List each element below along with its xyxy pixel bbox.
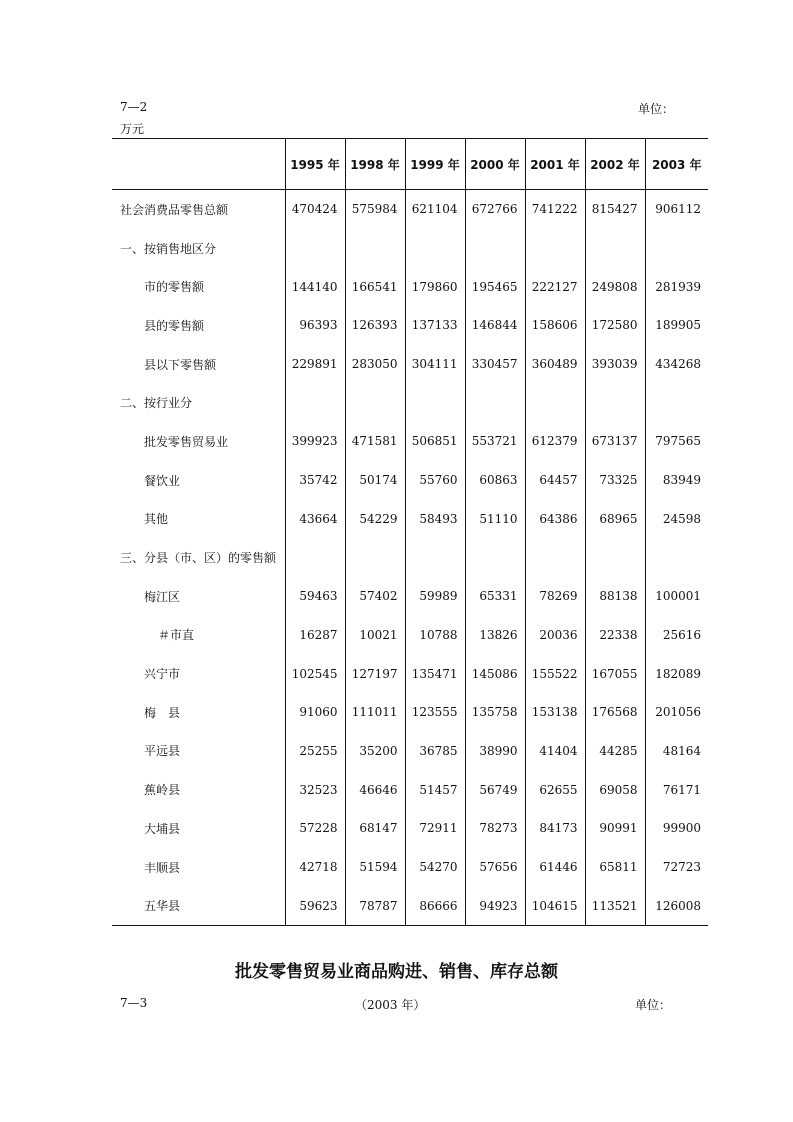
value-cell: 612379 [525,422,585,461]
value-cell: 906112 [645,190,708,229]
value-cell: 50174 [345,461,405,500]
value-cell: 672766 [465,190,525,229]
year-header-cell: 2003 年 [645,139,708,190]
value-cell [645,229,708,268]
value-cell: 90991 [585,809,645,848]
value-cell: 20036 [525,616,585,655]
value-cell: 127197 [345,654,405,693]
value-cell: 815427 [585,190,645,229]
value-cell [585,229,645,268]
value-cell [525,229,585,268]
value-cell: 42718 [285,848,345,887]
year-header-cell: 1995 年 [285,139,345,190]
value-cell [645,538,708,577]
value-cell: 57402 [345,577,405,616]
value-cell: 249808 [585,267,645,306]
value-cell [585,538,645,577]
table-row [112,577,708,616]
value-cell: 24598 [645,500,708,539]
value-cell: 36785 [405,732,465,771]
row-label: 批发零售贸易业 [144,434,229,449]
value-cell: 96393 [285,306,345,345]
row-label: 市的零售额 [144,280,205,295]
row-label: 一、按销售地区分 [120,241,217,256]
value-cell: 741222 [525,190,585,229]
value-cell: 153138 [525,693,585,732]
table2-unit-label: 单位： [635,998,672,1012]
year-header-cell: 1999 年 [405,139,465,190]
value-cell: 179860 [405,267,465,306]
value-cell: 99900 [645,809,708,848]
value-cell: 22338 [585,616,645,655]
value-cell: 25616 [645,616,708,655]
table-row [112,654,708,693]
value-cell: 78787 [345,886,405,925]
value-cell [465,229,525,268]
retail-sales-table [112,138,708,926]
value-cell: 48164 [645,732,708,771]
header-blank-cell [112,139,285,190]
value-cell: 57656 [465,848,525,887]
row-label: 丰顺县 [144,860,181,875]
value-cell: 91060 [285,693,345,732]
value-cell: 470424 [285,190,345,229]
value-cell: 176568 [585,693,645,732]
table2-title: 批发零售贸易业商品购进、销售、库存总额 [235,962,558,982]
value-cell: 222127 [525,267,585,306]
table-code: 7—2 [120,100,148,114]
value-cell: 83949 [645,461,708,500]
value-cell: 113521 [585,886,645,925]
value-cell: 72723 [645,848,708,887]
row-label: ＃市直 [158,628,195,643]
value-cell: 73325 [585,461,645,500]
value-cell: 78269 [525,577,585,616]
value-cell: 51457 [405,770,465,809]
value-cell: 41404 [525,732,585,771]
value-cell [285,538,345,577]
value-cell: 55760 [405,461,465,500]
value-cell: 673137 [585,422,645,461]
row-label: 县的零售额 [144,318,205,333]
value-cell: 553721 [465,422,525,461]
unit-label: 单位： [638,102,675,116]
value-cell [345,383,405,422]
value-cell: 51594 [345,848,405,887]
table-row [112,732,708,771]
value-cell: 51110 [465,500,525,539]
value-cell: 144140 [285,267,345,306]
value-cell: 64457 [525,461,585,500]
row-label: 其他 [144,512,169,527]
value-cell: 94923 [465,886,525,925]
value-cell [285,229,345,268]
table-row [112,267,708,306]
table2-year-note: （2003 年） [355,998,426,1012]
value-cell: 201056 [645,693,708,732]
value-cell: 195465 [465,267,525,306]
value-cell: 172580 [585,306,645,345]
table-row [112,616,708,655]
row-label: 二、按行业分 [120,396,193,411]
value-cell: 10021 [345,616,405,655]
value-cell: 69058 [585,770,645,809]
row-label: 梅 县 [144,705,181,720]
value-cell [405,229,465,268]
table-row [112,306,708,345]
value-cell: 158606 [525,306,585,345]
value-cell: 126008 [645,886,708,925]
table-row [112,770,708,809]
value-cell: 72911 [405,809,465,848]
value-cell: 146844 [465,306,525,345]
value-cell [525,538,585,577]
table-row [112,345,708,384]
value-cell: 59989 [405,577,465,616]
value-cell: 64386 [525,500,585,539]
table-row [112,422,708,461]
value-cell: 68965 [585,500,645,539]
table-row [112,886,708,925]
value-cell: 68147 [345,809,405,848]
value-cell: 59623 [285,886,345,925]
value-cell: 155522 [525,654,585,693]
year-header-cell: 1998 年 [345,139,405,190]
table-body [112,190,708,926]
value-cell: 44285 [585,732,645,771]
value-cell: 104615 [525,886,585,925]
value-cell: 135758 [465,693,525,732]
value-cell [405,538,465,577]
row-label: 兴宁市 [144,667,181,682]
value-cell [345,538,405,577]
row-label: 县以下零售额 [144,357,217,372]
value-cell: 621104 [405,190,465,229]
value-cell: 10788 [405,616,465,655]
value-cell: 25255 [285,732,345,771]
table-header-row [112,139,708,190]
value-cell: 65331 [465,577,525,616]
value-cell: 60863 [465,461,525,500]
value-cell: 166541 [345,267,405,306]
value-cell: 78273 [465,809,525,848]
value-cell: 360489 [525,345,585,384]
value-cell: 126393 [345,306,405,345]
value-cell: 62655 [525,770,585,809]
table2-code: 7—3 [120,996,148,1010]
value-cell: 16287 [285,616,345,655]
value-cell: 58493 [405,500,465,539]
value-cell [465,538,525,577]
row-label: 三、分县（市、区）的零售额 [120,551,277,566]
value-cell: 84173 [525,809,585,848]
value-cell: 283050 [345,345,405,384]
value-cell: 393039 [585,345,645,384]
value-cell: 56749 [465,770,525,809]
value-cell: 330457 [465,345,525,384]
value-cell: 35742 [285,461,345,500]
value-cell: 13826 [465,616,525,655]
value-cell: 88138 [585,577,645,616]
value-cell: 54270 [405,848,465,887]
value-cell: 797565 [645,422,708,461]
value-cell: 281939 [645,267,708,306]
value-cell: 575984 [345,190,405,229]
unit-value: 万元 [120,122,145,136]
value-cell: 229891 [285,345,345,384]
row-label: 平远县 [144,744,181,759]
row-label: 梅江区 [144,589,181,604]
value-cell: 46646 [345,770,405,809]
value-cell: 434268 [645,345,708,384]
table-row [112,461,708,500]
table-row [112,190,708,229]
value-cell: 76171 [645,770,708,809]
value-cell [465,383,525,422]
value-cell: 137133 [405,306,465,345]
year-header-cell: 2000 年 [465,139,525,190]
value-cell [645,383,708,422]
value-cell: 167055 [585,654,645,693]
value-cell: 111011 [345,693,405,732]
value-cell: 65811 [585,848,645,887]
value-cell: 145086 [465,654,525,693]
table-row [112,693,708,732]
value-cell: 182089 [645,654,708,693]
table-row [112,229,708,268]
value-cell: 86666 [405,886,465,925]
value-cell [285,383,345,422]
year-header-cell: 2002 年 [585,139,645,190]
value-cell: 100001 [645,577,708,616]
value-cell: 123555 [405,693,465,732]
value-cell: 189905 [645,306,708,345]
row-label: 餐饮业 [144,473,181,488]
row-label: 五华县 [112,886,285,925]
table-row [112,500,708,539]
value-cell: 135471 [405,654,465,693]
row-label: 社会消费品零售总额 [120,202,229,217]
value-cell [525,383,585,422]
value-cell: 61446 [525,848,585,887]
value-cell [405,383,465,422]
table-row [112,538,708,577]
value-cell: 506851 [405,422,465,461]
value-cell: 35200 [345,732,405,771]
value-cell: 102545 [285,654,345,693]
table-row [112,848,708,887]
table-row [112,383,708,422]
value-cell [585,383,645,422]
value-cell: 471581 [345,422,405,461]
year-header-cell: 2001 年 [525,139,585,190]
value-cell: 38990 [465,732,525,771]
row-label: 蕉岭县 [144,783,181,798]
value-cell: 43664 [285,500,345,539]
value-cell: 57228 [285,809,345,848]
value-cell: 54229 [345,500,405,539]
value-cell: 32523 [285,770,345,809]
value-cell [345,229,405,268]
table-row [112,809,708,848]
value-cell: 399923 [285,422,345,461]
value-cell: 59463 [285,577,345,616]
value-cell: 304111 [405,345,465,384]
row-label: 大埔县 [144,821,181,836]
